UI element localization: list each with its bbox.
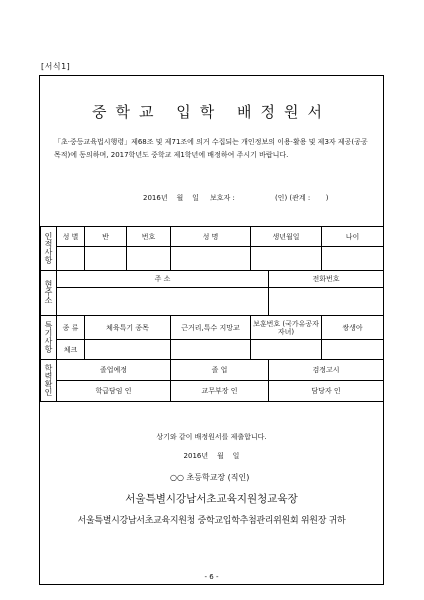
header-phone: 전화번호 — [269, 271, 384, 288]
header-name: 성 명 — [171, 227, 251, 247]
section-special: 특기사항 — [41, 316, 57, 360]
sign-staff[interactable]: 담당자 인 — [269, 381, 384, 402]
field-number[interactable] — [127, 247, 171, 271]
consent-text: 「초·중등교육법시행령」제68조 및 제71조에 의거 수집되는 개인정보의 이용·활용 및 제3자 제공(공공목적)에 동의하며, 2017학년도 중학교 제1학년에 배정하여 주시기 바랍니다. — [54, 138, 368, 159]
submission-date: 2016년 월 일 — [183, 452, 240, 460]
guardian-date-line: 2016년 월 일 보호자 : (인) (관계 : ) — [143, 194, 329, 202]
header-number: 번호 — [127, 227, 171, 247]
field-gender[interactable] — [57, 247, 85, 271]
header-twins: 쌍생아 — [322, 316, 384, 340]
field-proximity[interactable] — [171, 340, 251, 360]
form-label: [서식1] — [41, 62, 71, 71]
header-age: 나이 — [322, 227, 384, 247]
header-type: 종 류 — [57, 316, 85, 340]
header-birthdate: 생년월일 — [251, 227, 322, 247]
committee-line: 서울특별시강남서초교육지원청 중학교입학추첨관리위원회 위원장 귀하 — [77, 516, 346, 526]
field-phone[interactable] — [269, 288, 384, 316]
field-age[interactable] — [322, 247, 384, 271]
field-twins[interactable] — [322, 340, 384, 360]
field-class[interactable] — [85, 247, 127, 271]
page-number: - 6 - — [204, 573, 219, 581]
sign-homeroom-teacher[interactable]: 학급담임 인 — [57, 381, 171, 402]
field-address[interactable] — [57, 288, 269, 316]
header-class: 반 — [85, 227, 127, 247]
section-education: 학력확인 — [41, 360, 57, 402]
field-veteran[interactable] — [251, 340, 322, 360]
field-sports[interactable] — [85, 340, 171, 360]
header-check: 체크 — [57, 340, 85, 360]
edu-graduated[interactable]: 졸 업 — [171, 360, 269, 381]
header-veteran: 보훈번호 (국가유공자자녀) — [251, 316, 322, 340]
superintendent-line: 서울특별시강남서초교육지원청교육장 — [125, 493, 298, 505]
header-proximity: 근거리,특수 지망교 — [171, 316, 251, 340]
form-title: 중학교 입학 배정원서 — [92, 103, 331, 121]
sign-academic-director[interactable]: 교무부장 인 — [171, 381, 269, 402]
submission-text: 상기와 같이 배정원서를 제출합니다. — [156, 433, 267, 441]
section-address: 현주소 — [41, 271, 57, 316]
edu-expected[interactable]: 졸업예정 — [57, 360, 171, 381]
header-gender: 성 별 — [57, 227, 85, 247]
header-address: 주 소 — [57, 271, 269, 288]
field-birthdate[interactable] — [251, 247, 322, 271]
section-personal: 인적사항 — [41, 227, 57, 271]
header-sports: 체육특기 종목 — [85, 316, 171, 340]
principal-line: ○○ 초등학교장 (직인) — [170, 473, 250, 482]
application-table — [40, 226, 384, 402]
field-name[interactable] — [171, 247, 251, 271]
edu-ged[interactable]: 검정고시 — [269, 360, 384, 381]
